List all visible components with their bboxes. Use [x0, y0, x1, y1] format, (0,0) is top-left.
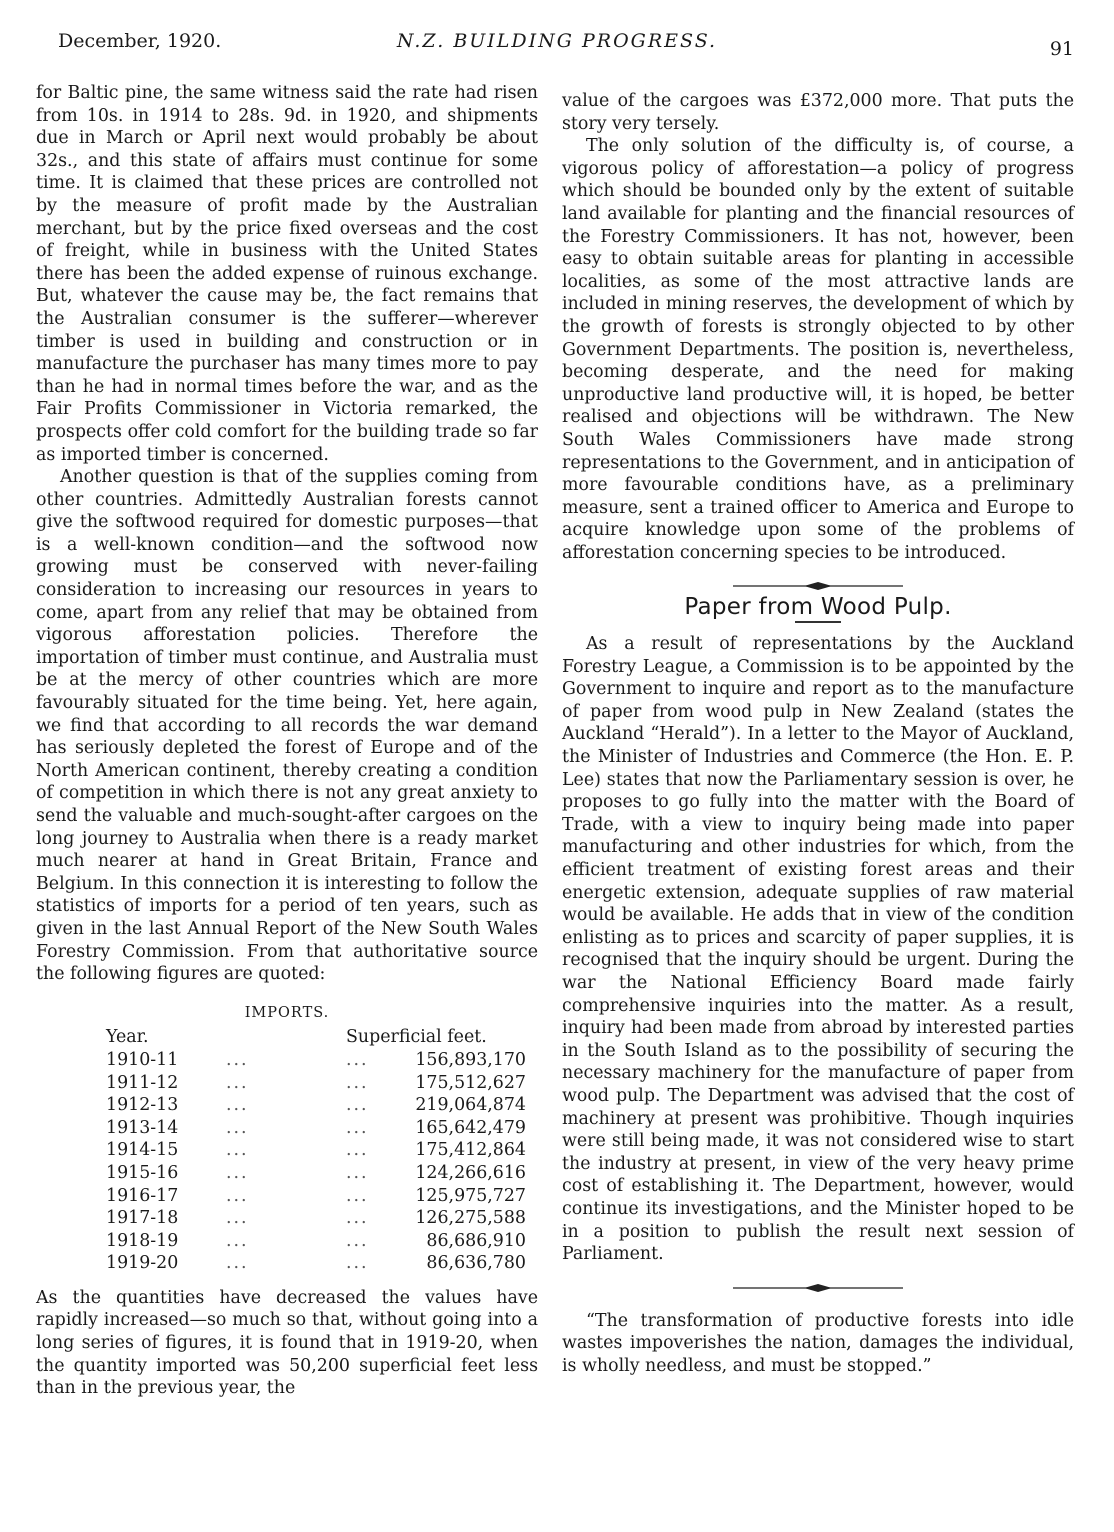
table-row [106, 1072, 526, 1095]
leader-dots: ... [346, 1162, 369, 1183]
value-cell: 165,642,479 [415, 1117, 526, 1138]
col-header-superficial-feet: Superficial feet. [346, 1027, 487, 1048]
leader-dots: ... [346, 1049, 369, 1070]
leader-dots: ... [226, 1095, 249, 1116]
leader-dots: ... [346, 1230, 369, 1251]
table-row [106, 1207, 526, 1230]
leader-dots: ... [346, 1208, 369, 1229]
table-row [106, 1049, 526, 1072]
article-body: As a result of representations by the Auckland Forestry League, a Commission is to be appointed by the Government to inquire and report as to the manufacture of paper from wood pulp in New Zealand (states the Auckland “Herald”). In a letter to the Mayor of Auckland, the Minister of Industries and Commerce (the Hon. E. P. Lee) states that now the Parliamentary session is over, he proposes to go fully into the matter with the Board of Trade, with a view to inquiry being made into paper manufacturing and other industries for which, from the efficient treatment of existing forest areas and their energetic extension, adequate supplies of raw material would be available. He adds that in view of the condition enlisting as to prices and scarcity of paper supplies, it is recognised that the inquiry should be urgent. During the war the National Efficiency Board made fairly comprehensive inquiries into the matter. As a result, inquiry had been made from abroad by interested parties in the South Island as to the possibility of securing the necessary machinery for the manufacture of paper from wood pulp. The Department was advised that the cost of machinery at present was prohibitive. Though inquiries were still being made, it was not considered wise to start the industry at present, in view of the very heavy prime cost of establishing it. The Department, however, would continue its investigations, and the Minister hoped to be in a position to publish the result next session of Parliament. [562, 634, 1074, 1265]
value-cell: 124,266,616 [415, 1162, 526, 1183]
year-cell: 1911-12 [106, 1072, 179, 1093]
page-number: 91 [1049, 38, 1074, 60]
year-cell: 1919-20 [106, 1253, 179, 1274]
left-paragraph-2: Another question is that of the supplies coming from other countries. Admittedly Australian forests cannot give the softwood required for domestic purposes—that is a well-known condition—and the softwood now growing must be conserved with never-failing consideration to increasing our resources in years to come, apart from any relief that may be obtained from vigorous afforestation policies. Therefore the importation of timber must continue, and Australia must be at the mercy of other countries which are more favourably situated for the time being. Yet, here again, we find that according to all records the war demand has seriously depleted the forest of Europe and of the North American continent, thereby creating a condition of competition in which there is not any great anxiety to send the valuable and much-sought-after cargoes on the long journey to Australia when there is a ready market much nearer at hand in Great Britain, France and Belgium. In this connection it is interesting to follow the statistics of imports for a period of ten years, such as given in the last Annual Report of the New South Wales Forestry Commission. From that authoritative source the following figures are quoted: [36, 467, 538, 985]
year-cell: 1913-14 [106, 1117, 179, 1138]
closing-quote: “The transformation of productive forests into idle wastes impoverishes the nation, damages the individual, is wholly needless, and must be stopped.” [562, 1310, 1074, 1376]
table-row [106, 1094, 526, 1117]
year-cell: 1912-13 [106, 1095, 179, 1116]
year-cell: 1917-18 [106, 1208, 179, 1229]
right-column [562, 90, 1074, 1377]
leader-dots: ... [346, 1117, 369, 1138]
issue-date: December, 1920. [58, 30, 222, 52]
right-paragraph-1: value of the cargoes was £372,000 more. That puts the story very tersely. [562, 91, 1074, 134]
value-cell: 126,275,588 [415, 1208, 526, 1229]
page-header [0, 30, 1114, 60]
section-divider-ornament [728, 1282, 908, 1294]
article-title: Paper from Wood Pulp. [684, 594, 952, 621]
table-row [106, 1185, 526, 1208]
year-cell: 1910-11 [106, 1049, 179, 1070]
value-cell: 86,636,780 [426, 1253, 526, 1274]
table-row [106, 1230, 526, 1253]
leader-dots: ... [226, 1162, 249, 1183]
value-cell: 219,064,874 [415, 1095, 526, 1116]
leader-dots: ... [226, 1117, 249, 1138]
value-cell: 175,412,864 [415, 1140, 526, 1161]
right-paragraph-2: The only solution of the difficulty is, of course, a vigorous policy of afforestation—a policy of progress which should be bounded only by the extent of suitable land available for planting and the financial resources of the Forestry Commissioners. It has not, however, been easy to obtain suitable areas for planting in accessible localities, as some of the most attractive lands are included in mining reserves, the development of which by the growth of forests is strongly objected to by other Government Departments. The position is, nevertheless, becoming desperate, and the need for making unproductive land productive will, it is hoped, be better realised and objections will be withdrawn. The New South Wales Commissioners have made strong representations to the Government, and in anticipation of more favourable conditions have, as a preliminary measure, sent a trained officer to America and Europe to acquire knowledge upon some of the problems of afforestation concerning species to be introduced. [562, 136, 1074, 563]
col-header-year: Year. [106, 1027, 149, 1048]
publication-title: N.Z. BUILDING PROGRESS. [396, 30, 718, 52]
leader-dots: ... [346, 1072, 369, 1093]
year-cell: 1915-16 [106, 1162, 179, 1183]
imports-header-row [106, 1026, 526, 1049]
leader-dots: ... [226, 1049, 249, 1070]
leader-dots: ... [226, 1072, 249, 1093]
year-cell: 1914-15 [106, 1140, 179, 1161]
title-underline [795, 621, 841, 623]
leader-dots: ... [346, 1185, 369, 1206]
value-cell: 86,686,910 [426, 1230, 526, 1251]
leader-dots: ... [226, 1208, 249, 1229]
left-paragraph-3: As the quantities have decreased the values have rapidly increased—so much so that, without going into a long series of figures, it is found that in 1919-20, when the quantity imported was 50,200 superficial feet less than in the previous year, the [36, 1287, 538, 1399]
value-cell: 175,512,627 [415, 1072, 526, 1093]
table-row [106, 1139, 526, 1162]
leader-dots: ... [346, 1140, 369, 1161]
leader-dots: ... [346, 1253, 369, 1274]
value-cell: 125,975,727 [415, 1185, 526, 1206]
section-divider-ornament [728, 580, 908, 592]
leader-dots: ... [226, 1230, 249, 1251]
table-row [106, 1162, 526, 1185]
left-column [36, 82, 538, 1400]
year-cell: 1916-17 [106, 1185, 179, 1206]
imports-table [106, 1026, 526, 1275]
value-cell: 156,893,170 [415, 1049, 526, 1070]
left-paragraph-1: for Baltic pine, the same witness said the rate had risen from 10s. in 1914 to 28s. 9d. in 1920, and shipments due in March or April next would probably be about 32s., and this state of affairs must continue for some time. It is claimed that these prices are controlled not by the measure of profit made by the Australian merchant, but by the price fixed overseas and the cost of freight, while in business with the United States there has been the added expense of ruinous exchange. But, whatever the cause may be, the fact remains that the Australian consumer is the sufferer—wherever timber is used in building and construction or in manufacture the purchaser has many times more to pay than he had in normal times before the war, and as the Fair Profits Commissioner in Victoria remarked, the prospects offer cold comfort for the building trade so far as imported timber is concerned. [36, 83, 538, 465]
leader-dots: ... [226, 1140, 249, 1161]
year-cell: 1918-19 [106, 1230, 179, 1251]
leader-dots: ... [226, 1253, 249, 1274]
leader-dots: ... [226, 1185, 249, 1206]
table-row [106, 1117, 526, 1140]
table-row [106, 1252, 526, 1275]
leader-dots: ... [346, 1095, 369, 1116]
imports-table-title: IMPORTS. [244, 1004, 330, 1021]
